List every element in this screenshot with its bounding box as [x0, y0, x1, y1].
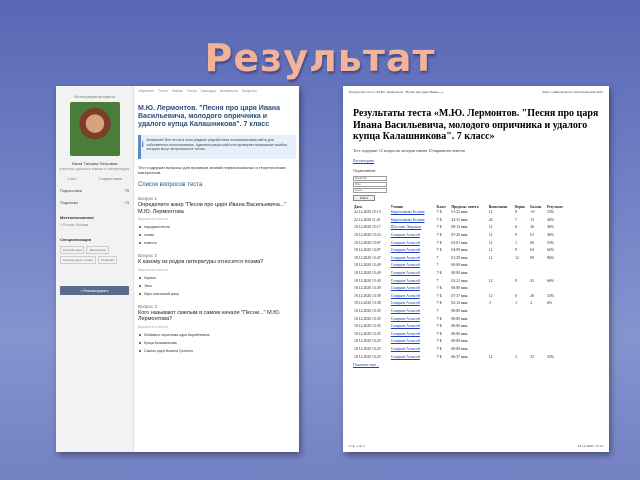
profile-stat: 1 тест — [66, 177, 77, 181]
question-list-heading: Список вопросов теста — [138, 182, 203, 188]
table-cell: 08:13 мин. — [451, 225, 469, 230]
table-cell: 43 — [530, 278, 535, 283]
profile-row[interactable] — [56, 188, 133, 193]
table-cell — [514, 338, 529, 346]
student-name-link[interactable]: Смирнов Алексей — [390, 316, 420, 321]
table-row — [353, 277, 569, 285]
question-block — [138, 304, 296, 353]
results-page-screenshot — [343, 86, 609, 452]
student-name-link[interactable]: Смирнов Алексей — [390, 255, 420, 260]
table-cell: 18.12.2020 13:38 — [354, 301, 381, 306]
name-input[interactable]: Имя — [353, 182, 387, 187]
test-main-column — [138, 86, 296, 353]
table-cell: 7-Б — [436, 248, 442, 253]
specialization-heading: Специализация — [60, 237, 92, 242]
student-name-link[interactable]: Смирнов Алексей — [390, 324, 420, 329]
table-cell: 66% — [547, 248, 554, 253]
table-cell: 12 — [488, 278, 493, 283]
student-name-link[interactable]: Смирнов Алексей — [390, 271, 420, 276]
table-cell: 3 — [488, 301, 491, 306]
table-cell: 18.12.2020 13:25 — [354, 339, 381, 344]
table-cell: 12 — [488, 240, 493, 245]
results-table — [353, 205, 569, 361]
table-cell: 9 — [515, 278, 518, 283]
table-cell — [488, 315, 514, 323]
table-cell: 7-Б — [436, 286, 442, 291]
table-cell: 02:12 мин. — [451, 301, 469, 306]
table-cell: 23:31 мин. — [451, 217, 469, 222]
table-cell — [546, 345, 569, 353]
table-cell — [546, 322, 569, 330]
nav-item[interactable]: Тесты — [158, 89, 168, 93]
profile-row-value: 73 — [124, 200, 129, 205]
table-cell: 01:22 мин. — [451, 210, 469, 215]
table-row — [353, 315, 569, 323]
answer-option: повесть — [138, 241, 296, 245]
table-cell: 33% — [547, 293, 554, 298]
specialization-tag[interactable]: Русский язык — [60, 246, 84, 254]
profile-role: учитель русского языка и литературы — [59, 166, 130, 171]
table-row — [353, 307, 569, 315]
table-row — [353, 254, 569, 262]
table-cell — [488, 262, 514, 270]
specialization-tag[interactable]: Литература — [86, 246, 108, 254]
table-row — [353, 216, 569, 224]
table-row — [353, 262, 569, 270]
profile-name-text: Ланга Татьяна Петровна — [71, 161, 118, 166]
table-cell — [529, 345, 546, 353]
answer-options-label: Варианты ответов — [138, 267, 168, 272]
student-name-link[interactable]: Смирнов Алексей — [390, 240, 420, 245]
table-cell: 53% — [547, 240, 554, 245]
table-cell — [514, 307, 529, 315]
table-cell — [514, 262, 529, 270]
review-link[interactable]: Рассмотреть — [353, 157, 375, 163]
table-cell: 12 — [488, 248, 493, 253]
table-row — [353, 224, 569, 232]
answer-option: Любимого опричника царя Кирибеевича — [138, 333, 296, 337]
table-cell: 63 — [530, 248, 535, 253]
table-cell: 7-Б — [436, 271, 442, 276]
table-cell: 7-Б — [436, 346, 442, 351]
show-more-link[interactable]: Показать ещё... — [353, 362, 380, 368]
column-header: Верно — [515, 204, 525, 209]
print-date: 23.12.2020, 15:13 — [577, 444, 603, 448]
table-cell: 07:20 мин. — [451, 233, 469, 238]
table-cell — [514, 284, 529, 292]
table-cell — [514, 322, 529, 330]
table-cell: 00:00 мин. — [451, 271, 469, 276]
table-row — [353, 284, 569, 292]
location-value — [56, 223, 133, 227]
slide-title: Результат — [204, 36, 436, 80]
share-button[interactable] — [60, 286, 129, 295]
table-row — [353, 322, 569, 330]
table-cell: 06:37 мин. — [451, 354, 469, 359]
table-cell: 7-Б — [436, 339, 442, 344]
page-number: Стр. 1 из 1 — [349, 444, 365, 448]
share-icon: < — [80, 288, 83, 293]
table-cell — [514, 330, 529, 338]
table-cell: 7-Б — [436, 316, 442, 321]
table-cell — [488, 330, 514, 338]
table-cell: 12 — [488, 354, 493, 359]
table-cell: 18.12.2020 13:35 — [354, 309, 381, 314]
student-name-link[interactable]: Смирнов Алексей — [390, 248, 420, 253]
column-header: Продолж. ответа — [451, 204, 479, 209]
table-cell: 7-Б — [436, 293, 442, 298]
table-cell: 18.12.2020 13:25 — [354, 354, 381, 359]
table-cell: 33% — [547, 354, 554, 359]
location-text: Россия, Москва — [62, 223, 89, 227]
table-cell — [529, 315, 546, 323]
info-icon: i — [141, 140, 144, 149]
table-cell: 53% — [547, 210, 554, 215]
table-cell: 2 — [530, 301, 533, 306]
table-cell — [529, 330, 546, 338]
table-cell: 7 — [436, 309, 439, 314]
table-cell: 9 — [515, 233, 518, 238]
table-cell — [546, 307, 569, 315]
nav-item[interactable]: Активность — [219, 89, 239, 93]
student-name-link[interactable]: Смирнов Алексей — [390, 301, 420, 306]
student-name-link[interactable]: Смирнов Алексей — [390, 263, 420, 268]
results-title: Результаты теста «М.Ю. Лермонтов. "Песня про царя Ивана Васильевича, молодого опричника и удалого купца Калашникова". 7 класс» — [353, 108, 599, 142]
table-cell: 18.12.2020 12:49 — [354, 263, 381, 268]
student-name-link[interactable]: Кириленкова Ксения — [390, 210, 425, 215]
table-cell: 18.12.2020 12:47 — [354, 255, 381, 260]
nav-item[interactable]: Файлы — [171, 89, 183, 93]
table-cell: 61 — [530, 233, 535, 238]
table-cell: 12 — [515, 255, 519, 260]
student-name-link[interactable]: Смирнов Алексей — [390, 309, 420, 314]
question-text: Определите жанр "Песни про царя Ивана Васильевича..." М.Ю. Лермонтова — [138, 202, 287, 215]
table-cell: 12 — [488, 210, 493, 215]
table-cell: 1 — [515, 301, 518, 306]
table-cell: 7-Б — [436, 240, 442, 245]
search-button[interactable]: Найти — [353, 195, 375, 201]
column-header: Ученик — [390, 204, 404, 209]
table-cell — [529, 338, 546, 346]
table-cell — [488, 284, 514, 292]
answer-option: поэма — [138, 233, 296, 237]
profile-row-label: Подписчики — [60, 188, 83, 193]
table-cell: 18.12.2020 13:25 — [354, 331, 381, 336]
table-cell: +0 — [530, 210, 535, 215]
class-input[interactable]: Класс — [353, 188, 387, 193]
table-cell: 7-Б — [436, 324, 442, 329]
table-row — [353, 338, 569, 346]
test-page-screenshot — [56, 86, 299, 452]
table-cell: 02:21 мин. — [451, 278, 469, 283]
profile-stats — [56, 177, 133, 181]
question-number: Вопрос 1 — [138, 196, 157, 201]
table-cell: 60 — [530, 240, 535, 245]
table-cell: 7 — [436, 278, 439, 283]
nav-item[interactable]: Закладки — [200, 89, 216, 93]
nav-item[interactable]: Тесты — [186, 89, 197, 93]
profile-row-value: 75 — [124, 188, 129, 193]
table-cell: 12 — [488, 225, 493, 230]
profile-row-label: Подписки — [60, 200, 78, 205]
table-cell — [546, 330, 569, 338]
filter-inputs — [343, 176, 609, 193]
avatar — [70, 102, 120, 156]
test-intro: Тест содержит вопросы для проверки знаний первоначальных и теоретических материалов. — [138, 165, 286, 175]
table-row — [353, 231, 569, 239]
student-name-link[interactable]: Шустова Людмила — [390, 225, 422, 230]
table-cell — [546, 262, 569, 270]
answer-options-label: Варианты ответов — [138, 324, 168, 329]
table-cell: 00:00 мин. — [451, 263, 469, 268]
table-row — [353, 269, 569, 277]
table-cell — [529, 284, 546, 292]
location-heading: Местоположение — [60, 215, 94, 220]
profile-stat: 0 подписчиков — [98, 177, 123, 181]
answer-option: Эпос — [138, 284, 296, 288]
student-name-link[interactable]: Смирнов Алексей — [390, 286, 420, 291]
surname-input[interactable]: Фамилия — [353, 176, 387, 181]
print-header — [343, 86, 609, 94]
table-cell: 46% — [547, 225, 554, 230]
question-block — [138, 253, 296, 296]
table-cell: 02:01 мин. — [451, 240, 469, 245]
answer-option: народная песня — [138, 225, 296, 229]
question-number: Вопрос 2 — [138, 253, 157, 258]
table-cell — [514, 345, 529, 353]
table-cell: 18.12.2020 13:07 — [354, 248, 381, 253]
table-cell: 6 — [515, 225, 518, 230]
table-cell — [514, 269, 529, 277]
print-footer — [349, 444, 603, 448]
table-cell: 18.12.2020 13:25 — [354, 346, 381, 351]
table-cell: 46% — [547, 217, 554, 222]
table-cell: 18.12.2020 13:49 — [354, 278, 381, 283]
table-cell: 6 — [515, 293, 518, 298]
column-header: Дата — [354, 204, 362, 209]
table-cell: 12 — [488, 255, 493, 260]
table-cell: 07:37 мин. — [451, 293, 469, 298]
table-cell — [546, 338, 569, 346]
table-cell: 01:29 мин. — [451, 255, 469, 260]
answer-option: Купца Калашникова — [138, 341, 296, 345]
table-cell: 00:00 мин. — [451, 316, 469, 321]
print-header-url: https://onlinetestpad.com/ru/testresult/4422 — [542, 90, 603, 94]
table-cell: 00:00 мин. — [451, 309, 469, 314]
notice-box — [138, 135, 296, 159]
table-cell: 00:00 мин. — [451, 339, 469, 344]
table-cell — [488, 338, 514, 346]
results-table-body — [353, 209, 569, 361]
table-cell: 6% — [547, 301, 553, 306]
table-cell: 7-Б — [436, 233, 442, 238]
question-text: Кого называют смелым в самом начале "Песни..." М.Ю. Лермонтова? — [138, 309, 281, 322]
table-cell: 18.12.2020 13:23 — [354, 233, 381, 238]
specialization-tag[interactable]: Риторика — [98, 256, 117, 264]
table-row — [353, 330, 569, 338]
student-name-link[interactable]: Смирнов Алексей — [390, 346, 420, 351]
table-cell — [529, 322, 546, 330]
table-cell — [488, 322, 514, 330]
table-cell — [546, 284, 569, 292]
table-cell: 7-Б — [436, 225, 442, 230]
table-row — [353, 239, 569, 247]
question-text: К какому из родов литературы относится поэма? — [138, 259, 264, 265]
student-name-link[interactable]: Смирнов Алексей — [390, 278, 420, 283]
table-cell: 18.12.2020 13:35 — [354, 324, 381, 329]
specialization-tags — [56, 246, 133, 264]
answer-options-label: Варианты ответов — [138, 217, 168, 221]
top-nav — [138, 89, 296, 93]
table-cell: 04:09 мин. — [451, 248, 469, 253]
student-name-link[interactable]: Смирнов Алексей — [390, 233, 420, 238]
profile-top-label: Фотография профиля — [74, 94, 115, 99]
question-number: Вопрос 3 — [138, 303, 157, 309]
table-cell: 00:00 мин. — [451, 286, 469, 291]
location-pin-icon: ⌖ — [60, 223, 62, 227]
table-cell: 00:00 мин. — [451, 324, 469, 329]
table-cell: 3 — [515, 354, 518, 359]
table-cell: 7 — [515, 217, 518, 222]
answer-option: Лиро-эпический жанр — [138, 292, 296, 296]
table-row — [353, 345, 569, 353]
table-cell: 26 — [530, 293, 535, 298]
column-header: Класс — [436, 204, 447, 209]
student-name-link[interactable]: Смирнов Алексей — [390, 331, 420, 336]
table-cell — [529, 262, 546, 270]
table-cell: 18.12.2020 15:17 — [354, 225, 381, 230]
table-cell: 7-Б — [436, 354, 442, 359]
table-row — [353, 209, 569, 217]
table-cell — [529, 307, 546, 315]
table-cell: 7-Б — [436, 331, 442, 336]
table-cell: 7-Б — [436, 217, 442, 222]
print-header-title: Результаты теста «М.Ю. Лермонтов. "Песня про царя Ивана...» — [349, 90, 444, 94]
table-cell: 18.12.2020 13:49 — [354, 271, 381, 276]
answer-option: Самого царя Иоанна Грозного — [138, 349, 296, 353]
table-row — [353, 300, 569, 308]
column-header: Выполнено — [488, 204, 508, 209]
filter-label: Ограничение — [353, 167, 376, 173]
table-cell: 00:00 мин. — [451, 346, 469, 351]
table-cell: 66% — [547, 278, 554, 283]
profile-row[interactable] — [56, 200, 133, 205]
table-cell: 7 — [436, 263, 439, 268]
table-cell: 25 — [530, 354, 535, 359]
table-row — [353, 292, 569, 300]
profile-sidebar — [56, 86, 134, 452]
table-cell — [488, 307, 514, 315]
table-cell: 24 — [488, 217, 493, 222]
table-cell: 22.12.2020 11:41 — [354, 217, 381, 222]
nav-item[interactable]: Вопросы — [242, 89, 257, 93]
table-cell: 7-Б — [436, 301, 442, 306]
table-cell: 46% — [547, 233, 554, 238]
table-cell: 13 — [530, 217, 535, 222]
table-cell: 18.12.2020 13:35 — [354, 316, 381, 321]
student-name-link[interactable]: Смирнов Алексей — [390, 339, 420, 344]
table-cell — [488, 345, 514, 353]
table-cell: 22.12.2020 15:13 — [354, 210, 381, 215]
table-cell: 00:00 мин. — [451, 331, 469, 336]
nav-item[interactable]: Обучение — [138, 89, 155, 93]
table-cell: 26 — [530, 225, 535, 230]
table-cell: 7-Б — [436, 210, 442, 215]
table-row — [353, 246, 569, 254]
table-cell: 18.12.2020 13:07 — [354, 240, 381, 245]
column-header: Баллы — [530, 204, 542, 209]
table-cell: 18.12.2020 13:38 — [354, 293, 381, 298]
table-cell: 7 — [436, 255, 439, 260]
student-name-link[interactable]: Смирнов Алексей — [390, 354, 420, 359]
column-header: Результат — [547, 204, 563, 209]
table-cell — [514, 315, 529, 323]
notice-text: Внимание! Все тесты в этом разделе разработаны пользователями сайта для собственного использования. Администрация сайта не проверяет возможные ошибки, которые могут встречаться в тестах. — [146, 138, 288, 151]
profile-name — [56, 161, 133, 171]
table-cell — [546, 315, 569, 323]
table-cell: 18.12.2020 13:49 — [354, 286, 381, 291]
table-cell: 8 — [515, 210, 518, 215]
share-label: Рекомендовать — [83, 288, 109, 293]
test-title: М.Ю. Лермонтов. "Песня про царя Ивана Васильевича, молодого опричника и удалого купца Калашникова". 7 класс — [138, 105, 281, 128]
table-row — [353, 353, 569, 361]
table-cell: 12 — [488, 293, 493, 298]
table-cell: 9 — [515, 248, 518, 253]
table-cell: 86% — [547, 255, 554, 260]
table-cell: 90 — [530, 255, 535, 260]
table-cell — [488, 269, 514, 277]
table-cell: 12 — [488, 233, 493, 238]
question-block — [138, 196, 296, 245]
student-name-link[interactable]: Кириленкова Ксения — [390, 217, 425, 222]
student-name-link[interactable]: Смирнов Алексей — [390, 293, 420, 298]
table-cell — [546, 269, 569, 277]
table-cell: 1 — [515, 240, 518, 245]
specialization-tag[interactable]: Литературное чтение — [60, 256, 96, 264]
table-cell — [529, 269, 546, 277]
answer-option: Лирика — [138, 276, 296, 280]
results-subtitle: Тест содержит 12 вопросов, которые имеют 10 вариантов ответов — [353, 147, 465, 153]
